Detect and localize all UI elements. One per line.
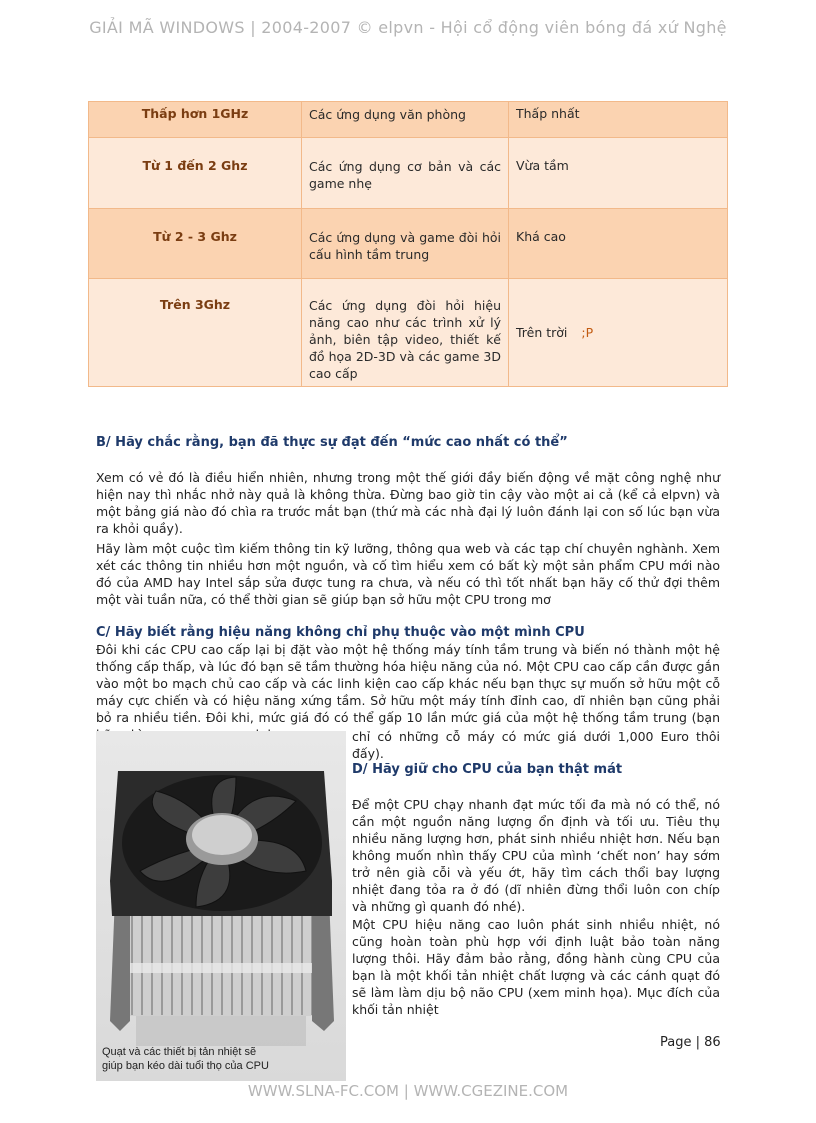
cpu-fan-heatsink-image	[96, 731, 346, 1081]
level-cell	[509, 102, 728, 138]
section-c-heading: C/ Hãy biết rằng hiệu năng không chỉ phụ thuộc vào một mình CPU	[96, 625, 585, 640]
table-row	[89, 138, 728, 209]
fan-housing	[110, 771, 332, 916]
cpu-cooler-photo	[96, 731, 346, 1081]
speed-cell: Trên 3Ghz	[89, 279, 302, 387]
speed-cell: Thấp hơn 1GHz	[89, 102, 302, 138]
cpu-speed-table	[88, 101, 728, 387]
photo-caption	[102, 1045, 269, 1073]
section-b-paragraph-2: Hãy làm một cuộc tìm kiếm thông tin kỹ lưỡng, thông qua web và các tạp chí chuyên nghành. Xem xét các thông tin nhiều hơn một nguồn, và cố tìm hiểu xem có bất kỳ một sản phẩm CPU mới nào đó của AMD hay Intel sắp sửa được tung ra chưa, và nếu có thì tốt nhất bạn hãy cố thử đợi thêm một vài tuần nữa, có thể thời gian sẽ giúp bạn sở hữu một CPU trong mơ	[96, 541, 720, 607]
table-row	[89, 209, 728, 279]
level-text: Khá cao	[516, 229, 566, 244]
apps-cell: Các ứng dụng cơ bản và các game nhẹ	[302, 138, 509, 209]
section-d-paragraph-2: Một CPU hiệu năng cao luôn phát sinh nhiều nhiệt, nó cũng hoàn toàn phù hợp với định luật bảo toàn năng lượng thôi. Hãy đảm bảo rằng, đồng hành cùng CPU của bạn là một khối tản nhiệt chất lượng và các cánh quạt đó sẽ làm làm dịu bộ não CPU (xem minh họa). Mục đích của khối tản nhiệt	[352, 917, 720, 1017]
level-text: Trên trời	[516, 325, 568, 340]
caption-line-1: Quạt và các thiết bị tản nhiệt sẽ	[102, 1046, 257, 1058]
cooler-base	[136, 1016, 306, 1046]
table-row	[89, 279, 728, 387]
section-c-paragraph-continued: chỉ có những cỗ máy có mức giá dưới 1,000 Euro thôi đấy).	[352, 729, 720, 761]
section-d-heading: D/ Hãy giữ cho CPU của bạn thật mát	[352, 762, 623, 777]
apps-cell: Các ứng dụng và game đòi hỏi cấu hình tầm trung	[302, 209, 509, 279]
wink-emoticon: ;P	[581, 325, 594, 340]
page-footer: WWW.SLNA-FC.COM | WWW.CGEZINE.COM	[247, 1082, 569, 1100]
level-text: Thấp nhất	[516, 106, 580, 121]
heatsink-fins	[124, 911, 320, 1016]
apps-cell: Các ứng dụng văn phòng	[302, 102, 509, 138]
speed-cell: Từ 1 đến 2 Ghz	[89, 138, 302, 209]
speed-cell: Từ 2 - 3 Ghz	[89, 209, 302, 279]
page-header: GIẢI MÃ WINDOWS | 2004-2007 © elpvn - Hội cổ động viên bóng đá xứ Nghệ	[89, 18, 727, 37]
caption-line-2: giúp bạn kéo dài tuổi thọ của CPU	[102, 1060, 269, 1072]
table-row	[89, 102, 728, 138]
page-number: Page | 86	[660, 1035, 721, 1050]
section-b-paragraph-1: Xem có vẻ đó là điều hiển nhiên, nhưng trong một thế giới đầy biến động về mặt công nghệ như hiện nay thì nhắc nhở này quả là không thừa. Đừng bao giờ tin cậy vào một ai cả (kể cả elpvn) và một bảng giá nào đó chìa ra trước mắt bạn (thứ mà các nhà đại lý luôn đánh lại con số lúc bạn vừa ra khỏi quầy).	[96, 470, 720, 536]
apps-cell: Các ứng dụng đòi hỏi hiệu năng cao như các trình xử lý ảnh, biên tập video, thiết kế đồ họa 2D-3D và các game 3D cao cấp	[302, 279, 509, 387]
level-cell	[509, 138, 728, 209]
section-c-paragraph: Đôi khi các CPU cao cấp lại bị đặt vào một hệ thống máy tính tầm trung và biến nó thành một hệ thống cấp thấp, và lúc đó bạn sẽ tầm thường hóa hiệu năng của nó. Một CPU cao cấp cần được gắn vào một bo mạch chủ cao cấp và các linh kiện cao cấp khác nếu bạn thực sự muốn sở hữu một cỗ máy cực chiến và có hiệu năng xứng tầm. Sở hữu một máy tính đỉnh cao, dĩ nhiên bạn cũng phải bỏ ra nhiều tiền. Đôi khi, mức giá đó có thể gấp 10 lần mức giá của một hệ thống tầm trung (bạn	[96, 642, 720, 725]
level-text: Vừa tầm	[516, 158, 569, 173]
section-d-paragraph-1: Để một CPU chạy nhanh đạt mức tối đa mà nó có thể, nó cần một nguồn năng lượng ổn định và tối ưu. Tiêu thụ nhiều năng lượng hơn, phát sinh nhiều nhiệt hơn. Nếu bạn không muốn nhìn thấy CPU của mình ‘chết non’ hay sớm trở nên già cỗi và yếu ớt, hãy tìm cách thổi bay lượng nhiệt đang tỏa ra ở đó (dĩ nhiên đừng thổi luôn con chíp và những gì quanh đó nhé).	[352, 797, 720, 914]
section-b-heading: B/ Hãy chắc rằng, bạn đã thực sự đạt đến “mức cao nhất có thể”	[96, 435, 568, 450]
level-cell	[509, 279, 728, 387]
level-cell	[509, 209, 728, 279]
